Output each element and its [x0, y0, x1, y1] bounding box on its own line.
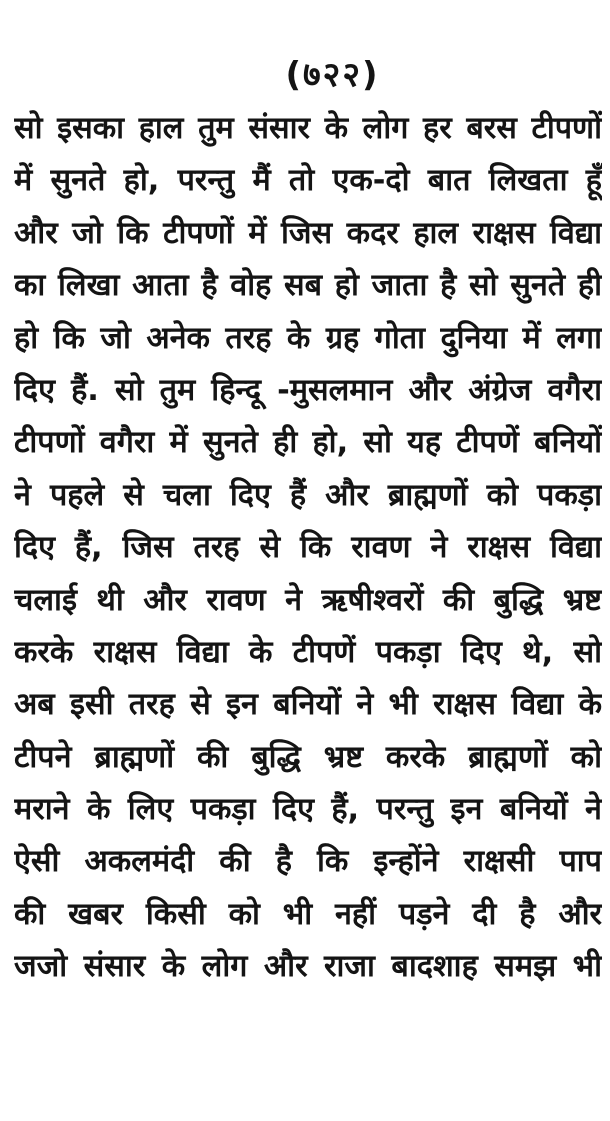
- page-number: (७२२): [285, 55, 380, 95]
- text-line: की खबर किसी को भी नहीं पड़ने दी है और: [14, 896, 602, 932]
- text-line: टीपने ब्राह्मणों की बुद्धि भ्रष्ट करके ब्राह्मणों को: [14, 739, 602, 775]
- text-line: अब इसी तरह से इन बनियों ने भी राक्षस विद्या के: [14, 687, 602, 723]
- text-line: ने पहले से चला दिए हैं और ब्राह्मणों को पकड़ा: [14, 477, 602, 513]
- text-line: करके राक्षस विद्या के टीपणें पकड़ा दिए थे, सो: [14, 634, 602, 670]
- body-text: [14, 103, 602, 994]
- text-line: जजो संसार के लोग और राजा बादशाह समझ भी: [14, 949, 602, 985]
- text-line: हो कि जो अनेक तरह के ग्रह गोता दुनिया में लगा: [14, 320, 602, 356]
- text-line: ऐसी अकलमंदी की है कि इन्होंने राक्षसी पाप: [14, 844, 602, 880]
- text-line: दिए हैं, जिस तरह से कि रावण ने राक्षस विद्या: [14, 530, 602, 566]
- text-line: चलाई थी और रावण ने ऋषीश्वरों की बुद्धि भ्रष्ट: [14, 582, 602, 618]
- text-line: मराने के लिए पकड़ा दिए हैं, परन्तु इन बनियों ने: [14, 792, 602, 828]
- text-line: सो इसका हाल तुम संसार के लोग हर बरस टीपणों: [14, 111, 602, 146]
- text-line: टीपणों वगैरा में सुनते ही हो, सो यह टीपणें बनियों: [14, 425, 602, 461]
- text-line: का लिखा आता है वोह सब हो जाता है सो सुनते ही: [14, 268, 602, 304]
- text-line: और जो कि टीपणों में जिस कदर हाल राक्षस विद्या: [14, 215, 602, 251]
- text-line: में सुनते हो, परन्तु मैं तो एक-दो बात लिखता हूँ: [14, 163, 602, 199]
- text-line: दिए हैं. सो तुम हिन्दू -मुसलमान और अंग्रेज वगैरा: [14, 372, 602, 408]
